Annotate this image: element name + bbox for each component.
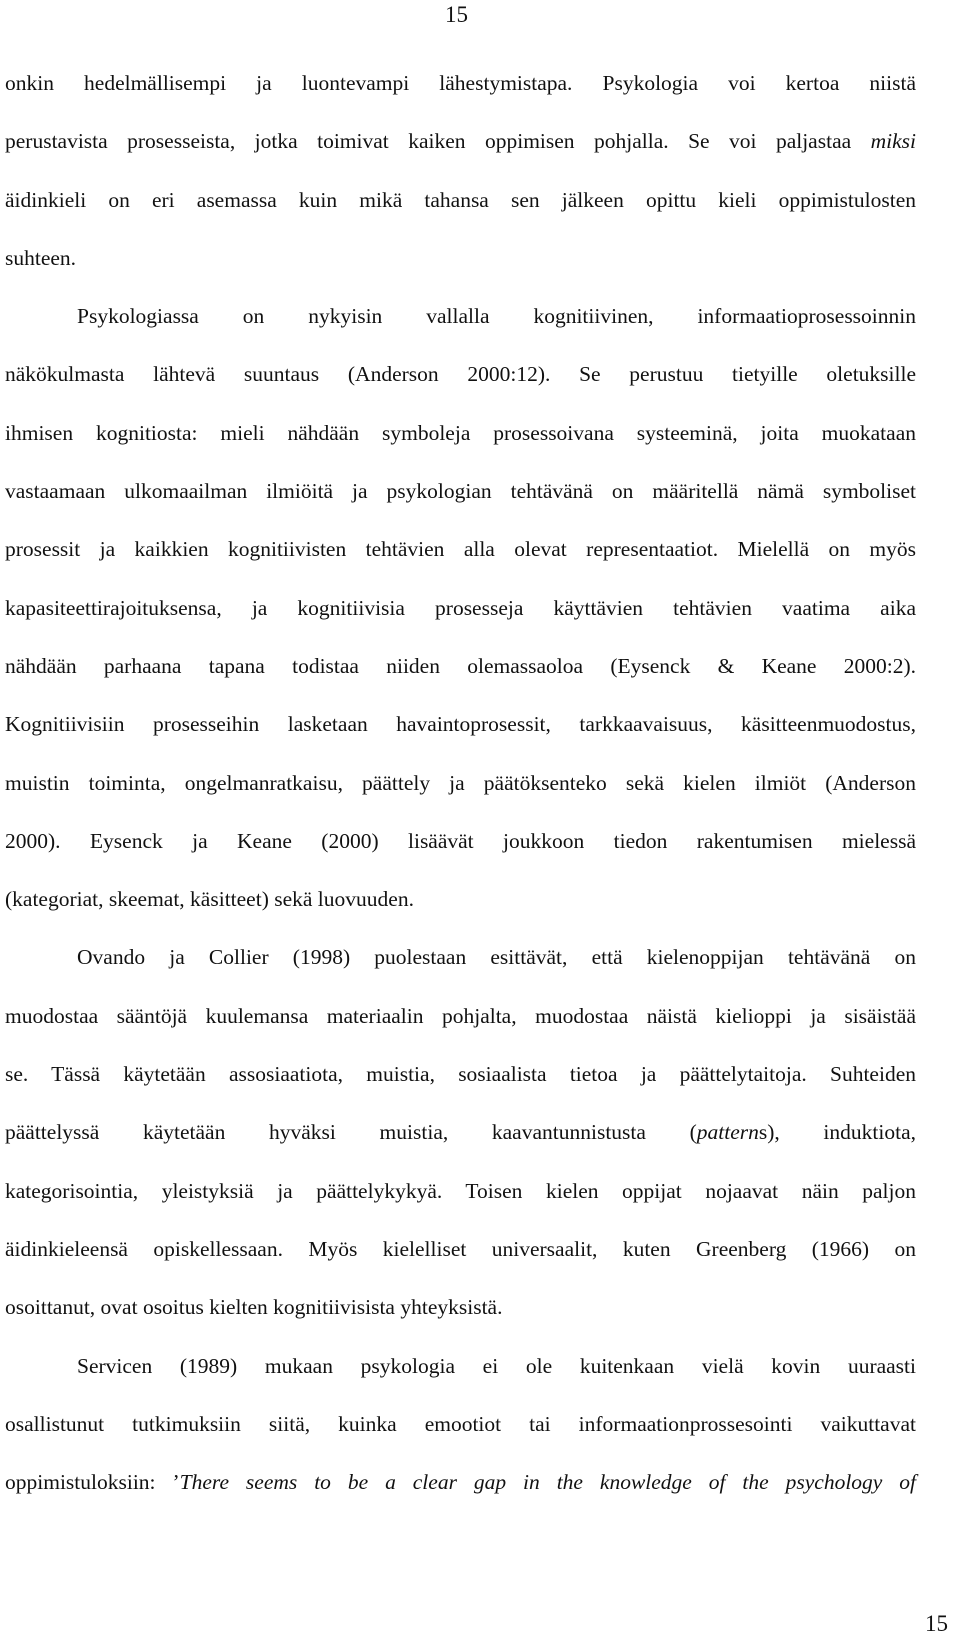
- text-line: (kategoriat, skeemat, käsitteet) sekä luovuuden.: [5, 887, 414, 912]
- text-line: se. Tässä käytetään assosiaatiota, muistia, sosiaalista tietoa ja päättelytaitoja. Suhteiden: [5, 1062, 916, 1087]
- text-line: nähdään parhaana tapana todistaa niiden olemassaoloa (Eysenck & Keane 2000:2).: [5, 653, 916, 678]
- text-line: muistin toiminta, ongelmanratkaisu, päättely ja päätöksenteko sekä kielen ilmiöt (Anderson: [5, 770, 916, 795]
- text-line: osallistunut tutkimuksiin siitä, kuinka emootiot tai informaationprossesointi vaikuttavat: [5, 1411, 916, 1436]
- text-line: kapasiteettirajoituksensa, ja kognitiivisia prosesseja käyttävien tehtävien vaatima aika: [5, 595, 916, 620]
- text-line: päättelyssä käytetään hyväksi muistia, kaavantunnistusta (patterns), induktiota,: [5, 1120, 916, 1145]
- text-line: perustavista prosesseista, jotka toimivat kaiken oppimisen pohjalla. Se voi paljastaa miksi: [5, 129, 916, 154]
- italic-text: pattern: [696, 1120, 759, 1145]
- text-line: vastaamaan ulkomaailman ilmiöitä ja psykologian tehtävänä on määritellä nämä symboliset: [5, 479, 916, 504]
- text-line: äidinkieleensä opiskellessaan. Myös kielelliset universaalit, kuten Greenberg (1966) on: [5, 1236, 916, 1261]
- text-line: osoittanut, ovat osoitus kielten kognitiivisista yhteyksistä.: [5, 1295, 503, 1320]
- page-number-top: 15: [445, 2, 468, 27]
- text-line: ihmisen kognitiosta: mieli nähdään symboleja prosessoivana systeeminä, joita muokataan: [5, 420, 916, 445]
- text-line: Servicen (1989) mukaan psykologia ei ole kuitenkaan vielä kovin uuraasti: [77, 1353, 916, 1378]
- document-body: [5, 54, 916, 1511]
- text-line: näkökulmasta lähtevä suuntaus (Anderson 2000:12). Se perustuu tietyille oletuksille: [5, 362, 916, 387]
- italic-text: There seems to be a clear gap in the knowledge of the psychology of: [179, 1470, 917, 1495]
- text-line: Psykologiassa on nykyisin vallalla kognitiivinen, informaatioprosessoinnin: [77, 304, 916, 329]
- italic-text: miksi: [870, 129, 916, 154]
- page-number-bottom: 15: [925, 1611, 948, 1636]
- text-line: äidinkieli on eri asemassa kuin mikä tahansa sen jälkeen opittu kieli oppimistulosten: [5, 187, 916, 212]
- text-line: kategorisointia, yleistyksiä ja päättelykykyä. Toisen kielen oppijat nojaavat näin paljon: [5, 1178, 916, 1203]
- text-line: onkin hedelmällisempi ja luontevampi lähestymistapa. Psykologia voi kertoa niistä: [5, 71, 916, 95]
- text-line: oppimistuloksiin: ’There seems to be a clear gap in the knowledge of the psychology of: [5, 1470, 917, 1495]
- text-line: prosessit ja kaikkien kognitiivisten tehtävien alla olevat representaatiot. Mielellä on myös: [5, 537, 916, 562]
- text-line: Ovando ja Collier (1998) puolestaan esittävät, että kielenoppijan tehtävänä on: [77, 945, 916, 970]
- text-line: 2000). Eysenck ja Keane (2000) lisäävät joukkoon tiedon rakentumisen mielessä: [5, 828, 916, 853]
- text-line: muodostaa sääntöjä kuulemansa materiaalin pohjalta, muodostaa näistä kielioppi ja sisäistää: [5, 1003, 916, 1028]
- text-line: Kognitiivisiin prosesseihin lasketaan havaintoprosessit, tarkkaavaisuus, käsitteenmuodostus,: [5, 712, 916, 737]
- text-line: suhteen.: [5, 245, 77, 270]
